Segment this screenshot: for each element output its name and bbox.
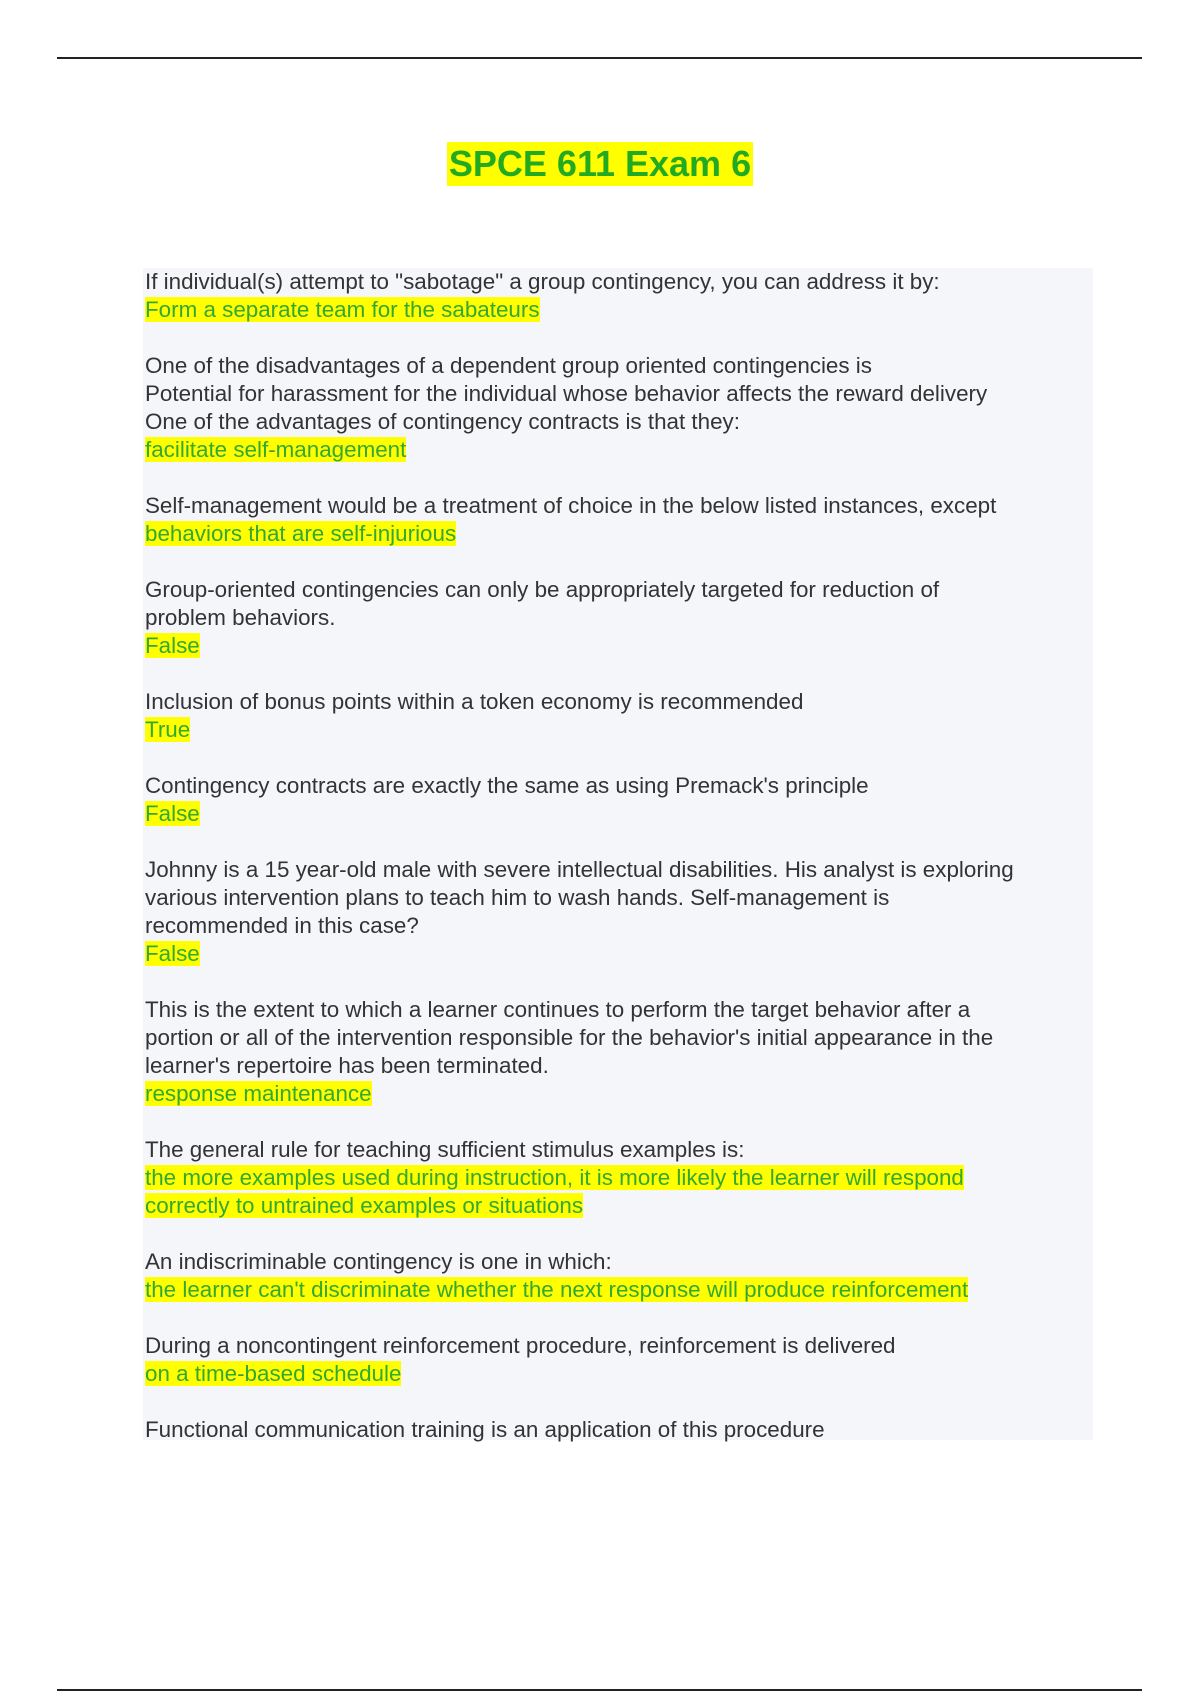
qa-item (145, 688, 1093, 744)
answer-text: facilitate self-management (145, 437, 407, 462)
answer-line (145, 1080, 1093, 1108)
qa-item (145, 268, 1093, 324)
answer-text: response maintenance (145, 1081, 372, 1106)
question-text: One of the advantages of contingency contracts is that they: (145, 409, 740, 434)
answer-text: False (145, 801, 200, 826)
qa-item (145, 996, 1093, 1108)
answer-line (145, 1360, 1093, 1388)
question-text: Functional communication training is an application of this procedure (145, 1417, 825, 1442)
answer-text: the more examples used during instruction, it is more likely the learner will respond (145, 1165, 964, 1190)
title-container (0, 142, 1200, 186)
qa-item (145, 492, 1093, 548)
qa-item (145, 1248, 1093, 1304)
answer-line (145, 296, 1093, 324)
answer-text: on a time-based schedule (145, 1361, 402, 1386)
qa-item (145, 408, 1093, 464)
qa-item (145, 352, 1093, 408)
top-rule (57, 57, 1142, 59)
question-text: One of the disadvantages of a dependent group oriented contingencies is Potential for harassment for the individual whose behavior affects the reward delivery (145, 353, 988, 406)
answer-line (145, 800, 1093, 828)
answer-line (145, 716, 1093, 744)
question-text: Inclusion of bonus points within a token economy is recommended (145, 689, 804, 714)
answer-line (145, 436, 1093, 464)
answer-text: behaviors that are self-injurious (145, 521, 457, 546)
answer-text: the learner can't discriminate whether the next response will produce reinforcement (145, 1277, 969, 1302)
qa-content (143, 268, 1093, 1440)
qa-item (145, 576, 1093, 660)
answer-text: False (145, 633, 200, 658)
question-text: Group-oriented contingencies can only be appropriately targeted for reduction of problem behaviors. (145, 577, 940, 630)
answer-line (145, 632, 1093, 660)
qa-item (145, 772, 1093, 828)
answer-text: True (145, 717, 191, 742)
answer-line (145, 1164, 1093, 1192)
qa-item (145, 856, 1093, 968)
question-text: Self-management would be a treatment of choice in the below listed instances, except (145, 493, 997, 518)
qa-item (145, 1136, 1093, 1220)
answer-line (145, 940, 1093, 968)
answer-text: False (145, 941, 200, 966)
question-text: Contingency contracts are exactly the same as using Premack's principle (145, 773, 869, 798)
question-text: If individual(s) attempt to "sabotage" a group contingency, you can address it by: (145, 269, 940, 294)
answer-line (145, 520, 1093, 548)
answer-line (145, 1192, 1093, 1220)
answer-text: Form a separate team for the sabateurs (145, 297, 540, 322)
question-text: The general rule for teaching sufficient stimulus examples is: (145, 1137, 745, 1162)
question-text: During a noncontingent reinforcement procedure, reinforcement is delivered (145, 1333, 896, 1358)
question-text: Johnny is a 15 year-old male with severe intellectual disabilities. His analyst is exploring various intervention plans to teach him to wash hands. Self-management is recommended in this case? (145, 857, 1014, 938)
bottom-rule (57, 1689, 1142, 1691)
qa-item (145, 1416, 1093, 1444)
answer-text: correctly to untrained examples or situations (145, 1193, 584, 1218)
question-text: An indiscriminable contingency is one in which: (145, 1249, 612, 1274)
document-title: SPCE 611 Exam 6 (448, 143, 752, 184)
qa-item (145, 1332, 1093, 1388)
question-text: This is the extent to which a learner continues to perform the target behavior after a portion or all of the intervention responsible for the behavior's initial appearance in the learner's repertoire has been terminated. (145, 997, 994, 1078)
answer-line (145, 1276, 1093, 1304)
